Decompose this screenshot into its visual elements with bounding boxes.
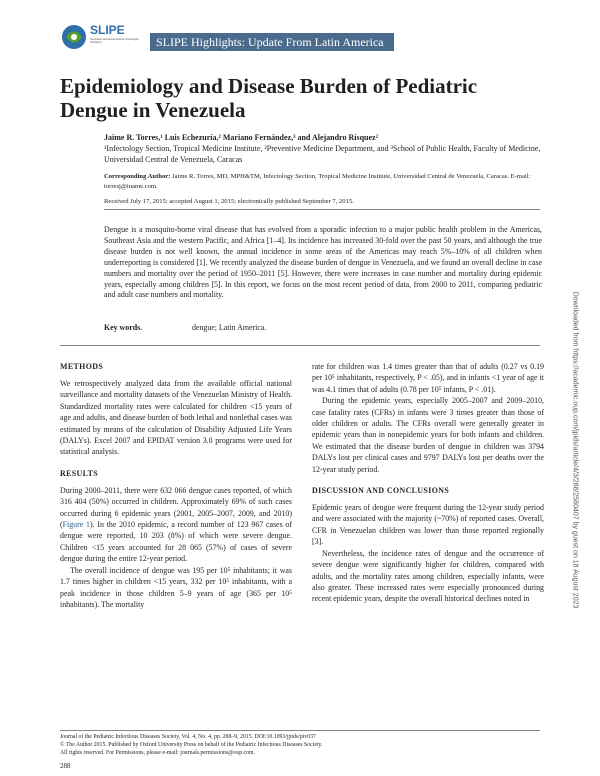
download-notice: Downloaded from https://academic.oup.com/jpids/article/4/3/288/2580407 by guest on 18 August 2023: [571, 291, 579, 609]
logo-subtitle: Sociedad Latinoamericana de Infectología Pediátrica: [90, 38, 139, 44]
corresponding-author: [104, 172, 544, 191]
rights: All rights reserved. For Permissions, please e-mail: journals.permissions@oup.com.: [60, 750, 255, 756]
publication-dates: Received July 17, 2015; accepted August 1, 2015; electronically published September 7, 2015.: [104, 198, 354, 205]
abstract: Dengue is a mosquito-borne viral disease that has evolved from a sporadic infection to a major public health problem in the Americas, Southeast Asia and the western Pacific, and Africa [1–4]. Its incidence has increased 30-fold over the past 50 years, and although the true disease burden is not well known, the annual incidence in some areas of the Americas may reach 5%–10% of all children when underreporting is considered [1]. We recently analyzed the disease burden of dengue in Venezuela, and we found an overall decline in case numbers and mortality over the period of 1950–2011 [5]. However, there were increases in case number and mortality during epidemic years, especially among children [5]. In this report, we focus on the most recent period of data, from 2000 to 2011, comparing pediatric and adult case numbers and mortality.: [104, 225, 542, 300]
article-title: Epidemiology and Disease Burden of Pediatric Dengue in Venezuela: [60, 74, 478, 122]
results-paragraph-1: [60, 485, 292, 565]
left-column: [60, 361, 292, 610]
slipe-logo: [60, 22, 152, 52]
methods-heading: METHODS: [60, 362, 104, 371]
results-text-b: ). In the 2010 epidemic, a record number of 123 967 cases of dengue were reported, 10 203 (8%) of which were severe dengue. Children <15 years accounted for 28 065 (57%) of cases of severe dengue during the entire 12-year period.: [60, 520, 292, 564]
affiliations: ¹Infectology Section, Tropical Medicine Institute, ²Preventive Medicine Department, and ³School of Public Health, Faculty of Medicine, Universidad Central de Venezuela, Caracas: [104, 144, 541, 164]
discussion-paragraph-1: Epidemic years of dengue were frequent during the 12-year study period and were associated with the majority (~70%) of reported cases. Overall, CFR in Venezuelan children was lower than those reported regionally [3].: [312, 503, 544, 547]
results-paragraph-4: During the epidemic years, especially 2005–2007 and 2009–2010, case fatality rates (CFRs) in infants were 3 times greater than those of older children or adults. The CFRs overall were generally greater in epidemic years than in nonepidemic years for both infants and children. We estimated that the disease burden of dengue in children was 3794 DALYs lost per clinical cases and 9797 DALYs lost per deaths over the 12-year study period.: [312, 396, 544, 474]
corresponding-text: Jaime R. Torres, MD, MPH&TM, Infectology Section, Tropical Medicine Institute, Universidad Central de Venezuela, Caracas. E-mail: torresj@iname.com.: [104, 173, 531, 190]
logo-text: SLIPE: [90, 23, 125, 37]
keywords-label: Key words.: [104, 323, 143, 332]
discussion-heading: DISCUSSION AND CONCLUSIONS: [312, 486, 450, 496]
page-number: 288: [60, 762, 71, 770]
results-text-a: During 2000–2011, there were 632 066 dengue cases reported, of which 316 404 (50%) occurred in children. Approximately 69% of such cases occurred during 6 epidemic years (2001, 2005–2007, 2009, and 2010) (: [60, 485, 292, 530]
journal-citation: Journal of the Pediatric Infectious Diseases Society, Vol. 4, No. 4, pp. 288–9, 2015. DOI:10.1093/jpids/piv037: [60, 734, 316, 740]
keywords: [104, 323, 540, 333]
figure-1-link[interactable]: Figure 1: [62, 520, 90, 530]
results-heading: RESULTS: [60, 468, 99, 478]
divider: [104, 209, 540, 210]
download-sidebar: [568, 210, 582, 690]
author-names: Jaime R. Torres,¹ Luis Echezuría,² Mariano Fernández,³ and Alejandro Rísquez²: [104, 133, 378, 142]
authors-block: [104, 132, 544, 165]
corresponding-label: Corresponding Author:: [104, 173, 171, 180]
right-column: [312, 361, 544, 605]
results-paragraph-3: rate for children was 1.4 times greater than that of adults (0.27 vs 0.19 per 10⁵ inhabitants, respectively, P < .05), and in infants <1 year of age it was 4.1 times that of adults (0.78 per 10⁵ infants, P < .01).: [312, 362, 544, 394]
results-paragraph-2: The overall incidence of dengue was 195 per 10⁵ inhabitants; it was 1.7 times higher in children <15 years, 332 per 10⁵ inhabitants, with a peak incidence in those children 5–9 years of age (365 per 10⁵ inhabitants). The mortality: [60, 565, 292, 609]
divider: [60, 730, 540, 731]
copyright: © The Author 2015. Published by Oxford University Press on behalf of the Pediatric Infectious Diseases Society.: [60, 742, 323, 748]
keywords-text: dengue; Latin America.: [191, 323, 267, 332]
divider: [60, 345, 540, 346]
page-footer: [60, 733, 540, 757]
discussion-paragraph-2: Nevertheless, the incidence rates of dengue and the occurrence of severe dengue were significantly higher for children, compared with adults, and the mortality rates among children, especially infants, were also greater. These increased rates were especially pronounced during recent epidemic years, despite the overall historical declines noted in: [312, 548, 544, 604]
methods-paragraph: We retrospectively analyzed data from the available official national surveillance and mortality datasets of the Venezuelan Ministry of Health. Standardized mortality rates were calculated for children <15 years of age and adults, and disease burden of both lethal and nonlethal cases was estimated by means of the calculation of Disability Adjusted Life Years (DALYs). Excel 2007 and EPIDAT version 3.0 programs were used for statistical analysis.: [60, 379, 292, 457]
section-banner: SLIPE Highlights: Update From Latin America: [150, 33, 394, 51]
